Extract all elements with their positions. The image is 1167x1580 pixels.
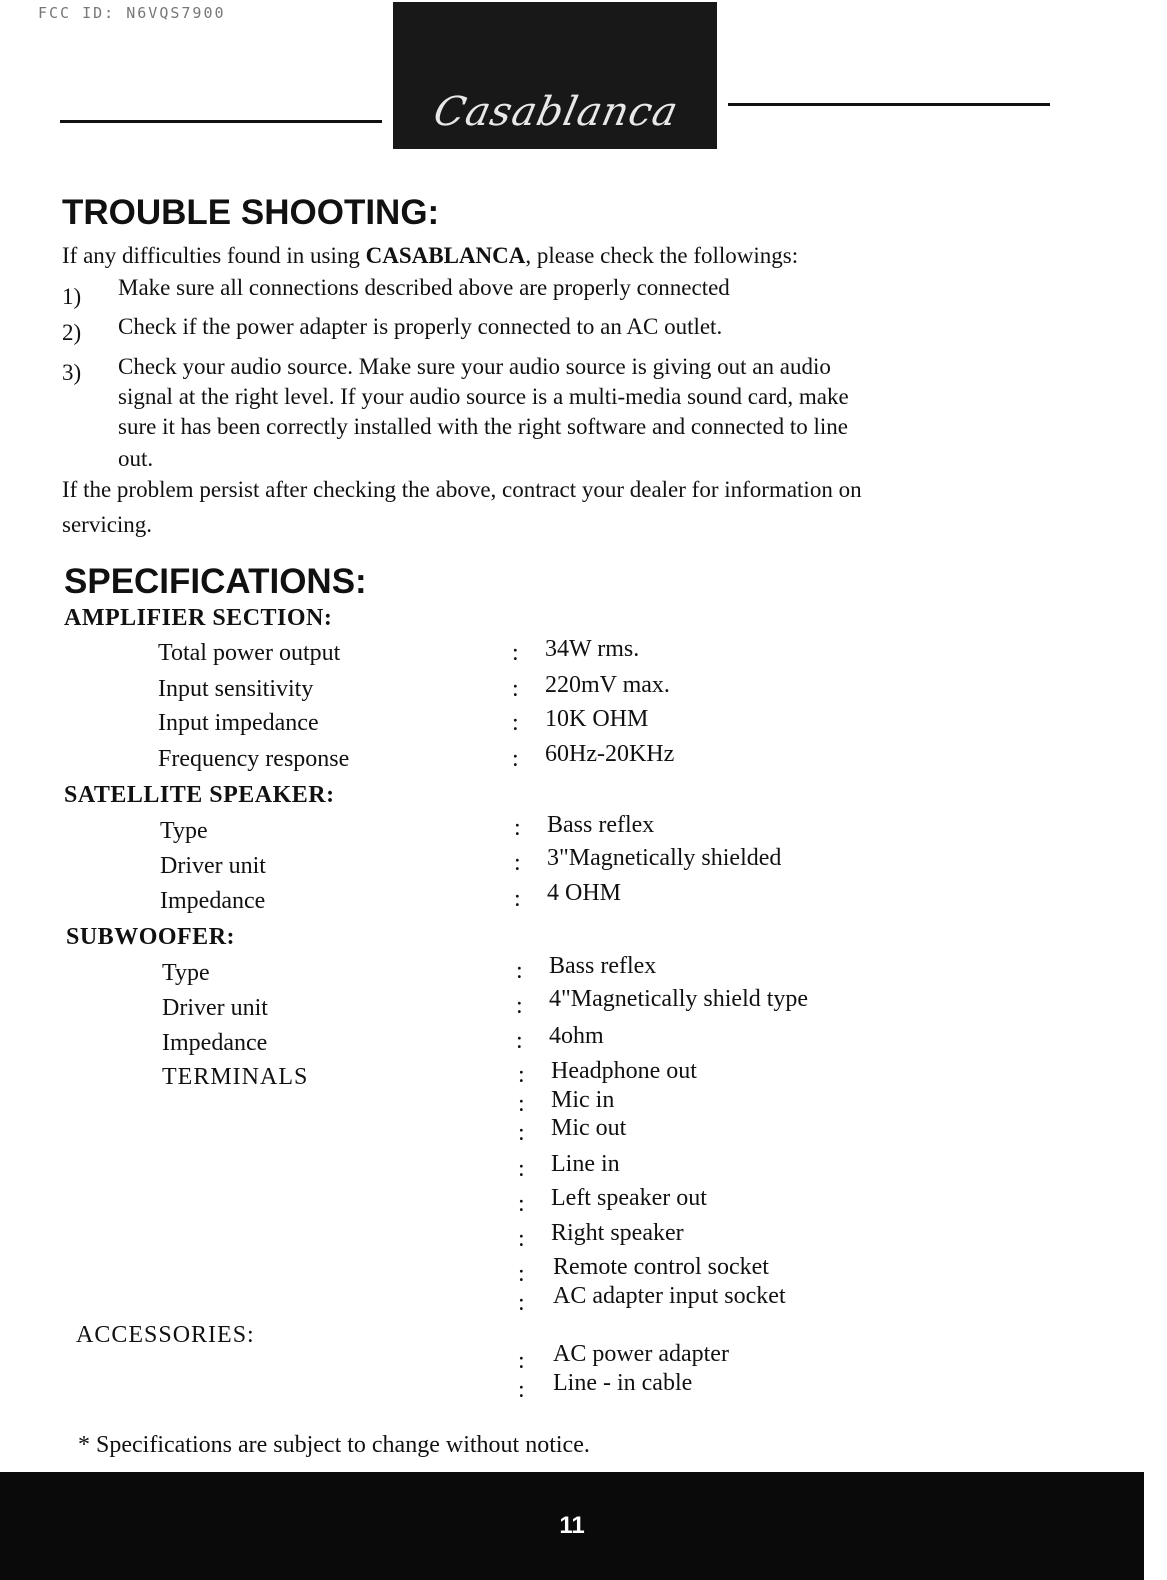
spec-value: 34W rms.: [545, 636, 640, 662]
spec-label: Type: [160, 818, 208, 844]
spec-label: Total power output: [158, 640, 341, 666]
spec-value: 60Hz-20KHz: [545, 741, 675, 767]
section-heading: ACCESSORIES:: [76, 1322, 255, 1348]
section-heading: AMPLIFIER SECTION:: [64, 605, 333, 631]
spec-colon: :: [518, 1261, 525, 1287]
specifications-title: SPECIFICATIONS:: [64, 562, 367, 601]
troubleshooting-title: TROUBLE SHOOTING:: [62, 193, 440, 232]
spec-value: 4ohm: [549, 1023, 604, 1049]
intro-text-after: , please check the followings:: [525, 243, 799, 268]
spec-colon: :: [518, 1062, 525, 1088]
list-number: 3): [62, 360, 82, 385]
terminal-item: Mic in: [551, 1087, 615, 1113]
list-item-text: Check your audio source. Make sure your audio source is giving out an audio: [118, 354, 831, 379]
terminal-item: Mic out: [551, 1115, 627, 1141]
spec-colon: :: [518, 1226, 525, 1252]
accessory-item: Line - in cable: [553, 1370, 693, 1396]
list-item-text: out.: [118, 446, 154, 471]
accessory-item: AC power adapter: [553, 1341, 729, 1367]
terminal-item: Headphone out: [551, 1058, 697, 1084]
list-number: 1): [62, 284, 82, 309]
spec-value: 3"Magnetically shielded: [547, 845, 782, 871]
spec-colon: :: [516, 993, 523, 1019]
spec-label: Input sensitivity: [158, 676, 314, 702]
section-heading: SATELLITE SPEAKER:: [64, 782, 335, 808]
spec-label: Impedance: [160, 888, 266, 914]
spec-label: Driver unit: [162, 995, 268, 1021]
spec-colon: :: [516, 1028, 523, 1054]
spec-label: Impedance: [162, 1030, 268, 1056]
spec-colon: :: [518, 1290, 525, 1316]
spec-value: 4 OHM: [547, 880, 622, 906]
spec-colon: :: [518, 1377, 525, 1403]
fcc-id: FCC ID: N6VQS7900: [38, 4, 226, 22]
list-item-text: sure it has been correctly installed with the right software and connected to line: [118, 414, 849, 439]
spec-label: Frequency response: [158, 746, 350, 772]
list-item-text: Make sure all connections described above are properly connected: [118, 275, 730, 300]
spec-value: Bass reflex: [549, 953, 657, 979]
footer-bar: [0, 1472, 1144, 1580]
logo-text: Casablanca: [430, 89, 683, 135]
list-number: 2): [62, 320, 82, 345]
spec-colon: :: [518, 1191, 525, 1217]
section-heading: SUBWOOFER:: [66, 924, 236, 950]
spec-colon: :: [514, 850, 521, 876]
header-rule-left: [60, 120, 382, 123]
spec-colon: :: [518, 1348, 525, 1374]
spec-colon: :: [518, 1156, 525, 1182]
spec-label: Input impedance: [158, 710, 319, 736]
list-item-text: Check if the power adapter is properly connected to an AC outlet.: [118, 314, 723, 339]
spec-label: Type: [162, 960, 210, 986]
header-rule-right: [728, 103, 1050, 106]
spec-colon: :: [514, 815, 521, 841]
terminal-item: Line in: [551, 1151, 620, 1177]
specifications-note: * Specifications are subject to change without notice.: [78, 1432, 590, 1458]
terminal-item: Remote control socket: [553, 1254, 769, 1280]
terminal-item: AC adapter input socket: [553, 1283, 786, 1309]
spec-colon: :: [516, 958, 523, 984]
spec-colon: :: [518, 1120, 525, 1146]
spec-colon: :: [512, 676, 519, 702]
troubleshooting-intro: [62, 243, 798, 269]
spec-value: Bass reflex: [547, 812, 655, 838]
terminal-item: Left speaker out: [551, 1185, 707, 1211]
spec-value: 4"Magnetically shield type: [549, 986, 809, 1012]
spec-label: TERMINALS: [162, 1064, 309, 1090]
spec-colon: :: [518, 1091, 525, 1117]
list-item-text: signal at the right level. If your audio source is a multi-media sound card, make: [118, 384, 849, 409]
spec-colon: :: [514, 886, 521, 912]
intro-text-before: If any difficulties found in using: [62, 243, 366, 268]
brand-logo: [393, 2, 717, 149]
brand-name: CASABLANCA: [365, 243, 526, 268]
spec-value: 10K OHM: [545, 706, 649, 732]
spec-colon: :: [512, 746, 519, 772]
spec-colon: :: [512, 640, 519, 666]
spec-colon: :: [512, 710, 519, 736]
troubleshooting-closing: servicing.: [62, 512, 153, 537]
spec-label: Driver unit: [160, 853, 266, 879]
terminal-item: Right speaker: [551, 1220, 684, 1246]
troubleshooting-closing: If the problem persist after checking the above, contract your dealer for information on: [62, 477, 862, 502]
spec-value: 220mV max.: [545, 672, 670, 698]
page-number: 11: [559, 1512, 585, 1539]
